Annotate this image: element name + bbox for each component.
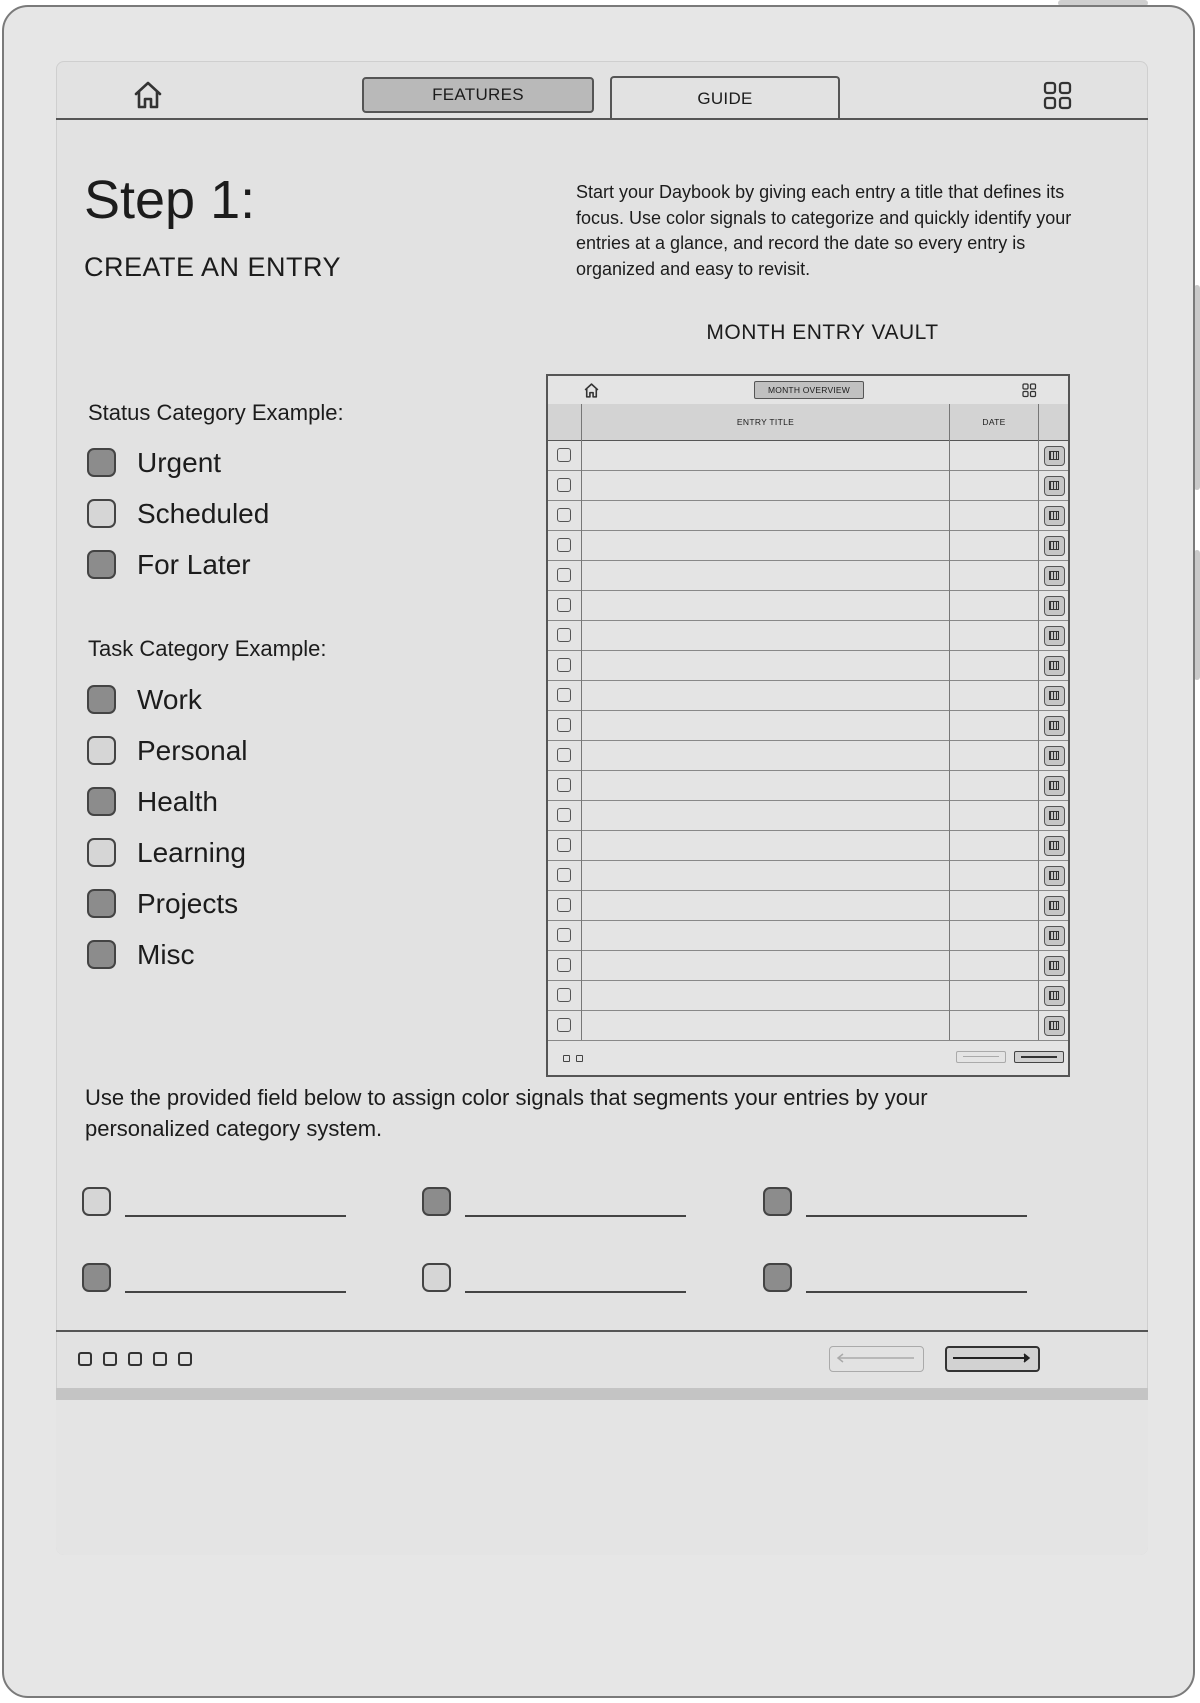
color-swatch[interactable]	[87, 736, 116, 765]
vault-page-dot	[563, 1055, 570, 1062]
vault-row-checkbox	[557, 478, 571, 492]
status-category-item	[87, 539, 269, 590]
color-swatch[interactable]	[87, 787, 116, 816]
category-label: Misc	[137, 938, 195, 970]
vault-row-checkbox	[557, 1018, 571, 1032]
calendar-icon	[1044, 836, 1065, 856]
vault-row-checkbox	[557, 448, 571, 462]
vault-row-checkbox	[557, 718, 571, 732]
screen	[56, 61, 1148, 1555]
color-swatch[interactable]	[422, 1187, 451, 1216]
vault-header	[548, 376, 1068, 405]
task-category-heading: Task Category Example:	[88, 636, 327, 661]
vault-row-checkbox	[557, 958, 571, 972]
column-entry-title: ENTRY TITLE	[736, 417, 795, 427]
color-swatch[interactable]	[87, 550, 116, 579]
vault-row	[548, 621, 1068, 651]
vault-row	[548, 981, 1068, 1011]
vault-row	[548, 471, 1068, 501]
status-category-list	[87, 437, 269, 590]
category-name-input[interactable]	[465, 1215, 686, 1217]
task-category-list	[87, 674, 248, 980]
task-category-item	[87, 725, 248, 776]
custom-category-field	[82, 1185, 347, 1219]
vault-row	[548, 531, 1068, 561]
vault-row	[548, 591, 1068, 621]
vault-row	[548, 861, 1068, 891]
arrow-left-icon	[830, 1347, 922, 1370]
color-swatch[interactable]	[87, 889, 116, 918]
color-swatch[interactable]	[763, 1187, 792, 1216]
color-swatch[interactable]	[87, 685, 116, 714]
vault-home-icon	[583, 382, 600, 399]
vault-row	[548, 501, 1068, 531]
vault-row	[548, 441, 1068, 471]
calendar-icon	[1044, 476, 1065, 496]
calendar-icon	[1044, 986, 1065, 1006]
category-label: Personal	[137, 734, 248, 766]
vault-row-checkbox	[557, 928, 571, 942]
vault-row	[548, 801, 1068, 831]
vault-divider-title	[949, 404, 950, 1040]
arrow-right-icon	[947, 1348, 1038, 1370]
tab-bar-divider	[56, 118, 1148, 120]
vault-page-dot	[576, 1055, 583, 1062]
grid-menu-icon[interactable]	[1043, 81, 1073, 111]
instructions-text: Use the provided field below to assign color signals that segments your entries by your personalized category system.	[85, 1085, 928, 1141]
screen-chin	[56, 1400, 1148, 1555]
calendar-icon	[1044, 686, 1065, 706]
calendar-icon	[1044, 1016, 1065, 1036]
vault-row-checkbox	[557, 598, 571, 612]
category-label: Projects	[137, 887, 239, 919]
color-swatch[interactable]	[87, 838, 116, 867]
vault-row	[548, 891, 1068, 921]
page-subtitle: CREATE AN ENTRY	[84, 252, 342, 282]
calendar-icon	[1044, 536, 1065, 556]
vault-title: MONTH ENTRY VAULT	[706, 321, 939, 344]
vault-column-header	[548, 404, 1068, 441]
vault-row	[548, 1011, 1068, 1041]
vault-row-checkbox	[557, 658, 571, 672]
page-indicator	[78, 1352, 192, 1366]
page-title: Step 1:	[84, 170, 256, 230]
month-entry-vault-preview	[546, 374, 1070, 1077]
vault-row-checkbox	[557, 778, 571, 792]
task-category-item	[87, 674, 248, 725]
category-name-input[interactable]	[465, 1291, 686, 1293]
vault-row	[548, 951, 1068, 981]
calendar-icon	[1044, 596, 1065, 616]
calendar-icon	[1044, 566, 1065, 586]
custom-category-field	[422, 1185, 687, 1219]
custom-category-field	[763, 1185, 1028, 1219]
footer-divider	[56, 1330, 1148, 1332]
calendar-icon	[1044, 506, 1065, 526]
home-icon[interactable]	[132, 79, 164, 111]
color-swatch[interactable]	[87, 499, 116, 528]
custom-category-field	[422, 1261, 687, 1295]
task-category-item	[87, 878, 248, 929]
custom-category-field	[763, 1261, 1028, 1295]
calendar-icon	[1044, 866, 1065, 886]
color-swatch[interactable]	[87, 940, 116, 969]
column-date: DATE	[982, 417, 1006, 427]
vault-row	[548, 561, 1068, 591]
task-category-item	[87, 929, 248, 980]
status-category-item	[87, 437, 269, 488]
category-label: Work	[137, 683, 202, 715]
color-swatch[interactable]	[763, 1263, 792, 1292]
task-category-item	[87, 827, 248, 878]
category-label: Scheduled	[137, 497, 270, 529]
vault-row	[548, 681, 1068, 711]
vault-row-checkbox	[557, 628, 571, 642]
calendar-icon	[1044, 716, 1065, 736]
intro-text: Start your Daybook by giving each entry a title that defines its focus. Use color signals to categorize and quickly identify your entries at a glance, and record the date so every entry is organized and easy to revisit.	[576, 182, 1072, 279]
page-dot[interactable]	[128, 1352, 142, 1366]
tab-features[interactable]: FEATURES	[362, 77, 594, 113]
vault-row-checkbox	[557, 688, 571, 702]
vault-row	[548, 711, 1068, 741]
category-label: For Later	[137, 548, 251, 580]
vault-row	[548, 831, 1068, 861]
category-label: Urgent	[137, 446, 222, 478]
category-name-input[interactable]	[125, 1215, 346, 1217]
vault-row-checkbox	[557, 748, 571, 762]
vault-row	[548, 741, 1068, 771]
page-dot[interactable]	[153, 1352, 167, 1366]
vault-row	[548, 771, 1068, 801]
vault-row	[548, 921, 1068, 951]
calendar-icon	[1044, 656, 1065, 676]
calendar-icon	[1044, 446, 1065, 466]
color-swatch[interactable]	[82, 1263, 111, 1292]
vault-row-checkbox	[557, 568, 571, 582]
vault-row-checkbox	[557, 898, 571, 912]
vault-tab-month-overview: MONTH OVERVIEW	[754, 381, 864, 399]
calendar-icon	[1044, 776, 1065, 796]
vault-divider-check	[581, 404, 582, 1040]
calendar-icon	[1044, 926, 1065, 946]
calendar-icon	[1044, 956, 1065, 976]
color-swatch[interactable]	[422, 1263, 451, 1292]
vault-prev-arrow-icon	[956, 1051, 1006, 1063]
category-name-input[interactable]	[806, 1291, 1027, 1293]
calendar-icon	[1044, 896, 1065, 916]
vault-row-checkbox	[557, 988, 571, 1002]
screen-bottom-strip	[56, 1388, 1148, 1400]
tab-guide[interactable]: GUIDE	[610, 76, 840, 120]
vault-row-checkbox	[557, 868, 571, 882]
vault-divider-date	[1038, 404, 1039, 1040]
category-name-input[interactable]	[125, 1291, 346, 1293]
color-swatch[interactable]	[82, 1187, 111, 1216]
vault-row-checkbox	[557, 808, 571, 822]
category-name-input[interactable]	[806, 1215, 1027, 1217]
calendar-icon	[1044, 746, 1065, 766]
custom-category-field	[82, 1261, 347, 1295]
calendar-icon	[1044, 626, 1065, 646]
next-page-button[interactable]	[945, 1346, 1040, 1372]
page-dot[interactable]	[103, 1352, 117, 1366]
page-dot[interactable]	[78, 1352, 92, 1366]
page-dot[interactable]	[178, 1352, 192, 1366]
vault-row	[548, 651, 1068, 681]
vault-row-checkbox	[557, 838, 571, 852]
category-label: Health	[137, 785, 218, 817]
color-swatch[interactable]	[87, 448, 116, 477]
task-category-item	[87, 776, 248, 827]
vault-grid-icon	[1022, 383, 1037, 398]
vault-footer	[548, 1040, 1068, 1076]
vault-row-checkbox	[557, 508, 571, 522]
vault-next-arrow-icon	[1014, 1051, 1064, 1063]
status-category-item	[87, 488, 269, 539]
vault-row-checkbox	[557, 538, 571, 552]
prev-page-button[interactable]	[829, 1346, 924, 1372]
device-frame	[2, 5, 1195, 1698]
status-category-heading: Status Category Example:	[88, 400, 344, 425]
vault-rows	[548, 441, 1068, 1041]
category-label: Learning	[137, 836, 246, 868]
calendar-icon	[1044, 806, 1065, 826]
